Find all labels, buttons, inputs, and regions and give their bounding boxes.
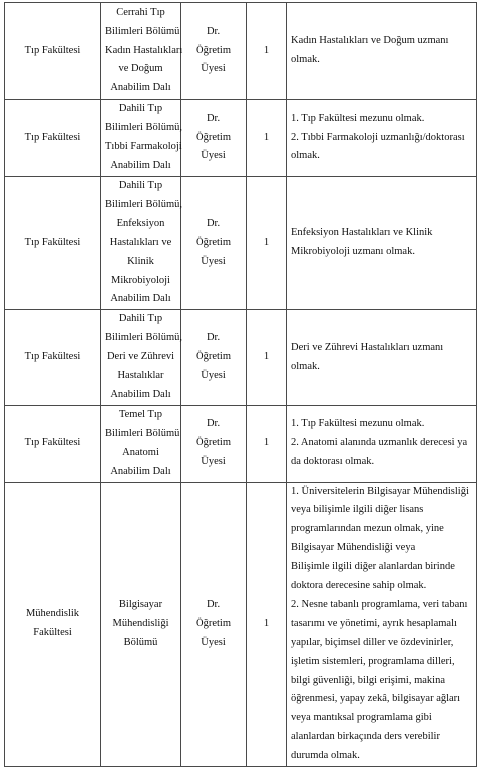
faculty-cell: [5, 310, 101, 406]
faculty-cell: [5, 100, 101, 177]
requirement-line: işletim sistemleri, programlama dilleri,: [291, 655, 455, 667]
requirement-line: olmak.: [291, 54, 320, 65]
cell-line: Üyesi: [201, 63, 226, 75]
count-cell: 1: [247, 405, 287, 482]
requirement-line: 2. Nesne tabanlı programlama, veri tabanı: [291, 598, 468, 610]
department-cell: [101, 177, 181, 310]
requirement-line: 1. Tıp Fakültesi mezunu olmak.: [291, 418, 425, 430]
cell-line: Bilimleri Bölümü,: [105, 198, 183, 210]
requirement-line: programlarından mezun olmak, yine: [291, 523, 444, 535]
requirement-line: Bilgisayar Mühendisliği veya: [291, 542, 416, 554]
cell-line: Klinik: [127, 255, 154, 267]
cell-line: Anatomi: [122, 446, 159, 458]
cell-line: Öğretim: [196, 236, 231, 248]
cell-line: Anabilim Dalı: [110, 293, 171, 305]
cell-line: Cerrahi Tıp: [116, 6, 165, 18]
title-cell: [181, 100, 247, 177]
cell-line: Anabilim Dalı: [110, 465, 171, 477]
requirements-cell: [287, 405, 477, 482]
cell-line: Dr.: [206, 217, 221, 229]
cell-line: Mühendisliği: [112, 617, 169, 629]
department-cell: [101, 482, 181, 767]
faculty-cell: [5, 177, 101, 310]
cell-line: Dr.: [206, 25, 221, 37]
cell-line: Tıp Fakültesi: [24, 131, 81, 143]
requirements-cell: [287, 100, 477, 177]
faculty-cell: [5, 3, 101, 100]
cell-line: Fakültesi: [33, 627, 72, 639]
cell-line: Öğretim: [196, 617, 231, 629]
cell-line: Bilgisayar: [118, 598, 163, 610]
cell-line: Öğretim: [196, 44, 231, 56]
requirements-cell: [287, 310, 477, 406]
requirement-line: da doktorası olmak.: [291, 456, 375, 468]
cell-line: ve Doğum: [118, 63, 163, 75]
cell-line: Dahili Tıp: [118, 313, 163, 325]
requirement-line: tasarımı ve yönetimi, ayrık hesaplamalı: [291, 617, 457, 629]
faculty-cell: [5, 482, 101, 767]
cell-line: Tıbbi Farmakoloji: [105, 141, 182, 152]
cell-line: Üyesi: [201, 370, 226, 382]
title-cell: [181, 177, 247, 310]
requirement-line: bilgi güvenliği, bilgi erişimi, makina: [291, 674, 445, 686]
cell-line: Tıp Fakültesi: [24, 44, 81, 56]
table-row: [5, 100, 477, 177]
positions-table-body: [5, 3, 477, 767]
cell-line: Dr.: [206, 598, 221, 610]
cell-line: Dr.: [206, 418, 221, 430]
title-cell: [181, 3, 247, 100]
cell-line: Bölümü: [123, 636, 158, 648]
requirements-cell: [287, 3, 477, 100]
table-row: [5, 310, 477, 406]
department-cell: [101, 3, 181, 100]
cell-line: Üyesi: [201, 636, 226, 648]
cell-line: Dr.: [206, 332, 221, 344]
title-cell: [181, 482, 247, 767]
count-cell: 1: [247, 482, 287, 767]
title-cell: [181, 310, 247, 406]
cell-line: Bilimleri Bölümü: [105, 25, 180, 37]
cell-line: Deri ve Zührevi: [106, 351, 175, 363]
requirement-line: yapılar, biçimsel diller ve özdevinirler,: [291, 636, 454, 648]
requirements-cell: [287, 482, 477, 767]
requirement-line: Mikrobiyoloji uzmanı olmak.: [291, 246, 415, 258]
department-cell: [101, 100, 181, 177]
requirement-line: Deri ve Zührevi Hastalıkları uzmanı: [291, 341, 444, 353]
department-cell: [101, 405, 181, 482]
cell-line: Tıp Fakültesi: [24, 437, 81, 449]
table-row: [5, 482, 477, 767]
count-cell: 1: [247, 100, 287, 177]
cell-line: Tıp Fakültesi: [24, 236, 81, 248]
cell-line: Temel Tıp: [118, 408, 163, 420]
requirement-line: Enfeksiyon Hastalıkları ve Klinik: [291, 227, 433, 239]
cell-line: Dahili Tıp: [118, 103, 163, 115]
cell-line: Kadın Hastalıkları: [105, 44, 183, 56]
requirement-line: Kadın Hastalıkları ve Doğum uzmanı: [291, 35, 449, 47]
requirement-line: Bilişimle ilgili diğer alanlardan birinde: [291, 561, 455, 573]
table-row: [5, 177, 477, 310]
cell-line: Bilimleri Bölümü,: [105, 332, 183, 344]
requirement-line: öğrenmesi, yapay zekâ, bilgisayar ağları: [291, 693, 461, 705]
faculty-cell: [5, 405, 101, 482]
requirement-line: alanlardan birkaçında ders verebilir: [291, 731, 440, 743]
cell-line: Dahili Tıp: [118, 180, 163, 191]
requirement-line: olmak.: [291, 360, 320, 372]
table-row: [5, 3, 477, 100]
requirement-line: 2. Anatomi alanında uzmanlık derecesi ya: [291, 437, 468, 449]
cell-line: Anabilim Dalı: [110, 159, 171, 171]
positions-table: [4, 2, 477, 767]
table-row: [5, 405, 477, 482]
count-cell: 1: [247, 3, 287, 100]
requirement-line: veya bilişimle ilgili diğer lisans: [291, 504, 424, 516]
count-cell: 1: [247, 310, 287, 406]
cell-line: Anabilim Dalı: [110, 388, 171, 400]
requirement-line: durumda olmak.: [291, 750, 360, 762]
count-cell: 1: [247, 177, 287, 310]
requirement-line: 1. Üniversitelerin Bilgisayar Mühendisliği: [291, 485, 469, 497]
cell-line: Mikrobiyoloji: [111, 274, 170, 286]
cell-line: Öğretim: [196, 131, 231, 143]
cell-line: Öğretim: [196, 351, 231, 363]
requirement-line: veya mantıksal programlama gibi: [291, 712, 432, 724]
requirement-line: olmak.: [291, 150, 320, 162]
cell-line: Üyesi: [201, 255, 226, 267]
title-cell: [181, 405, 247, 482]
cell-line: Mühendislik: [25, 608, 80, 620]
cell-line: Hastalıklar: [117, 370, 164, 382]
requirements-cell: [287, 177, 477, 310]
requirement-line: doktora derecesine sahip olmak.: [291, 580, 427, 592]
cell-line: Bilimleri Bölümü: [105, 427, 180, 439]
requirement-line: 2. Tıbbi Farmakoloji uzmanlığı/doktorası: [291, 131, 465, 143]
cell-line: Hastalıkları ve: [109, 236, 172, 248]
cell-line: Bilimleri Bölümü,: [105, 122, 183, 134]
cell-line: Enfeksiyon: [116, 217, 165, 229]
cell-line: Üyesi: [201, 456, 226, 468]
cell-line: Üyesi: [201, 150, 226, 162]
cell-line: Öğretim: [196, 437, 231, 449]
department-cell: [101, 310, 181, 406]
cell-line: Dr.: [206, 112, 221, 124]
requirement-line: 1. Tıp Fakültesi mezunu olmak.: [291, 112, 425, 124]
cell-line: Anabilim Dalı: [110, 82, 171, 94]
cell-line: Tıp Fakültesi: [24, 351, 81, 363]
